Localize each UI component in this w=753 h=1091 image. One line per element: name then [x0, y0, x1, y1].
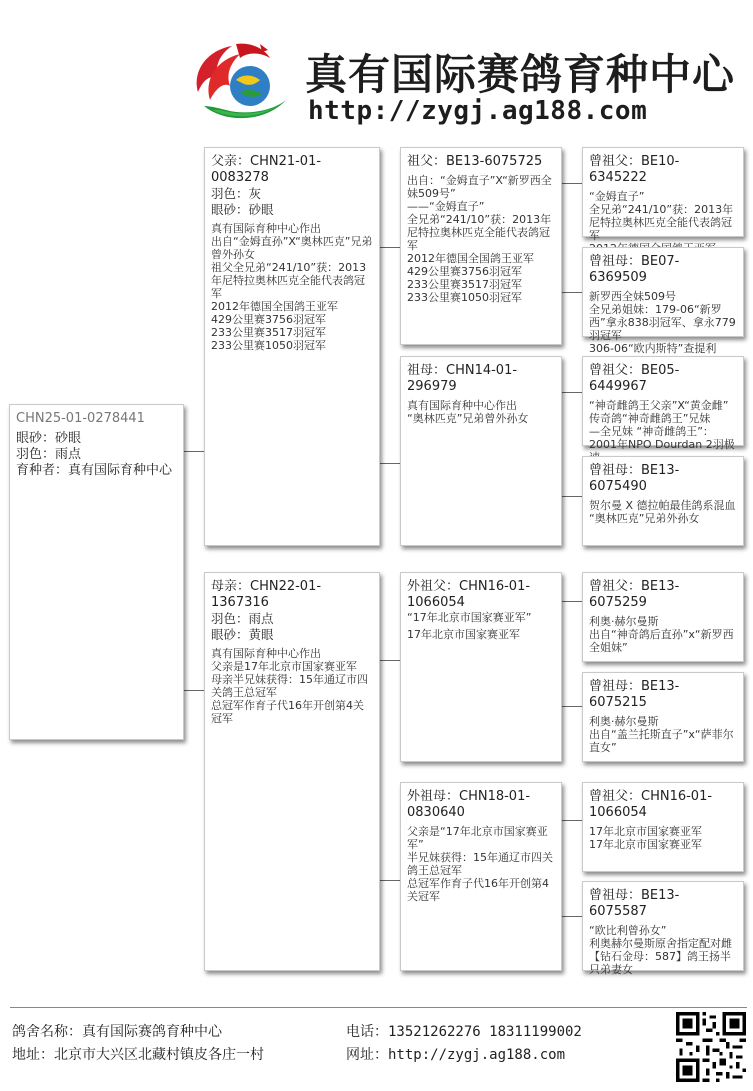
connector [184, 690, 204, 691]
great-grandparent-card-7[interactable] [582, 782, 744, 872]
great-grandparent-description: 利奥·赫尔曼斯 出自“神奇鸽后直孙”x“新罗西全姐妹” [589, 615, 734, 654]
connector [562, 183, 583, 184]
great-grandparent-title: 曾祖父：BE13-6075259 [589, 579, 680, 610]
dam-eye: 眼砂：黄眼 [211, 627, 274, 642]
granddam-maternal-card[interactable] [400, 782, 562, 971]
great-grandparent-card-8[interactable] [582, 881, 744, 976]
great-grandparent-description: 17年北京市国家赛亚军 17年北京市国家赛亚军 [589, 825, 702, 851]
connector [562, 916, 583, 917]
subject-ring-number: CHN25-01-0278441 [16, 411, 145, 426]
great-grandparent-card-1[interactable] [582, 147, 744, 242]
site-title: 真有国际赛鸽育种中心 [305, 50, 736, 99]
connector [380, 880, 401, 881]
great-grandparent-title: 曾祖母：BE13-6075587 [589, 888, 680, 919]
grandsire-maternal-tag: “17年北京市国家赛亚军” [407, 611, 532, 624]
great-grandparent-title: 曾祖父：BE05-6449967 [589, 363, 680, 394]
connector [562, 392, 583, 393]
footer-website[interactable]: 网址：http://zygj.ag188.com [346, 1047, 566, 1063]
granddam-maternal-description: 父亲是“17年北京市国家赛亚军” 半兄妹获得：15年通辽市四关鸽王总冠军 总冠军作育子代16年开创第4关冠军 [407, 825, 553, 903]
granddam-paternal-card[interactable] [400, 356, 562, 546]
connector [184, 451, 204, 452]
great-grandparent-description: 贺尔曼 X 德拉帕最佳鸽系混血 “奥林匹克”兄弟外孙女 [589, 499, 736, 525]
great-grandparent-title: 曾祖父：BE10-6345222 [589, 154, 680, 185]
great-grandparent-title: 曾祖母：BE07-6369509 [589, 254, 680, 285]
connector [562, 292, 583, 293]
connector [562, 496, 583, 497]
subject-card[interactable] [9, 404, 184, 740]
connector [380, 247, 401, 248]
connector [562, 706, 583, 707]
great-grandparent-description: 新罗西全妹509号 全兄弟姐妹：179-06“新罗西”拿永838羽冠军、拿永779羽冠军 306-06“欧内斯特”查提利 [589, 290, 736, 355]
great-grandparent-card-6[interactable] [582, 672, 744, 762]
great-grandparent-description: “神奇雌鸽王父亲”X“黄金雌” 传奇鸽“神奇雌鸽王”兄妹 —全兄妹 “神奇雌鸽王”： 2001年NPO Dourdan 2羽极 [589, 399, 735, 451]
dam-title: 母亲：CHN22-01-1367316 [211, 579, 322, 610]
loft-logo [190, 40, 294, 124]
great-grandparent-description: “金姆直子” 全兄弟“241/10”获：2013年尼特拉奥林匹克全能代表鸽冠军 [589, 190, 734, 242]
qr-code-icon [676, 1012, 746, 1082]
dam-description: 真有国际育种中心作出 父亲是17年北京市国家赛亚军 母亲半兄妹获得：15年通辽市四关鸽王总冠军 总冠军作育子代16年开创第4关冠军 [211, 647, 368, 725]
dam-color: 羽色：雨点 [211, 611, 274, 626]
great-grandparent-title: 曾祖母：BE13-6075490 [589, 463, 680, 494]
footer-loft-name: 鸽舍名称：真有国际赛鸽育种中心 [12, 1024, 222, 1040]
grandsire-paternal-title: 祖父：BE13-6075725 [407, 154, 543, 169]
sire-description: 真有国际育种中心作出 出自“金姆直孙”X“奥林匹克”兄弟曾外孙女 祖父全兄弟“241/10”获：2013年尼特拉奥林匹克全能代表鸽冠军 2012年德国全国鸽王亚军 429公里赛3756羽冠军 233公里赛3517羽冠军 233公里赛1050羽冠军 [211, 222, 373, 352]
sire-color: 羽色：灰 [211, 186, 262, 201]
granddam-maternal-title: 外祖母：CHN18-01-0830640 [407, 789, 531, 820]
grandsire-maternal-card[interactable] [400, 572, 562, 762]
grandsire-maternal-description: 17年北京市国家赛亚军 [407, 628, 520, 641]
connector [562, 820, 583, 821]
footer-divider [10, 1007, 747, 1008]
grandsire-maternal-title: 外祖父：CHN16-01-1066054 [407, 579, 531, 610]
dam-card[interactable] [204, 572, 380, 971]
site-url[interactable]: http://zygj.ag188.com [308, 96, 648, 126]
great-grandparent-description: 利奥·赫尔曼斯 出自“盖兰托斯直子”x“萨菲尔直女” [589, 715, 734, 754]
sire-card[interactable] [204, 147, 380, 546]
connector [380, 463, 401, 464]
great-grandparent-card-5[interactable] [582, 572, 744, 662]
great-grandparent-card-4[interactable] [582, 456, 744, 546]
great-grandparent-card-3[interactable] [582, 356, 744, 451]
grandsire-paternal-description: 出自：“金姆直子”X“新罗西全妹509号” ——“金姆直子” 全兄弟“241/10”获：2013年尼特拉奥林匹克全能代表鸽冠军 2012年德国全国鸽王亚军 429公里赛3756羽冠军 233公里赛3517羽冠军 233公里赛1050羽冠军 [407, 174, 552, 304]
great-grandparent-card-2[interactable] [582, 247, 744, 355]
footer-address: 地址：北京市大兴区北藏村镇皮各庄一村 [12, 1047, 264, 1063]
great-grandparent-title: 曾祖母：BE13-6075215 [589, 679, 680, 710]
great-grandparent-description: “欧比利曾孙女” 利奥赫尔曼斯原舍指定配对雌 【钻石金母：587】鸽王扬半只弟妻女 [589, 924, 732, 976]
footer-phone: 电话：13521262276 18311199002 [346, 1024, 582, 1040]
sire-eye: 眼砂：砂眼 [211, 202, 274, 217]
connector [562, 601, 583, 602]
granddam-paternal-title: 祖母：CHN14-01-296979 [407, 363, 518, 394]
connector [380, 660, 401, 661]
granddam-paternal-description: 真有国际育种中心作出 “奥林匹克”兄弟曾外孙女 [407, 399, 529, 425]
subject-breeder: 育种者：真有国际育种中心 [16, 463, 173, 478]
subject-eye: 眼砂：砂眼 [16, 431, 82, 446]
sire-title: 父亲：CHN21-01-0083278 [211, 154, 322, 185]
subject-color: 羽色：雨点 [16, 447, 82, 462]
great-grandparent-title: 曾祖父：CHN16-01-1066054 [589, 789, 713, 820]
grandsire-paternal-card[interactable] [400, 147, 562, 345]
